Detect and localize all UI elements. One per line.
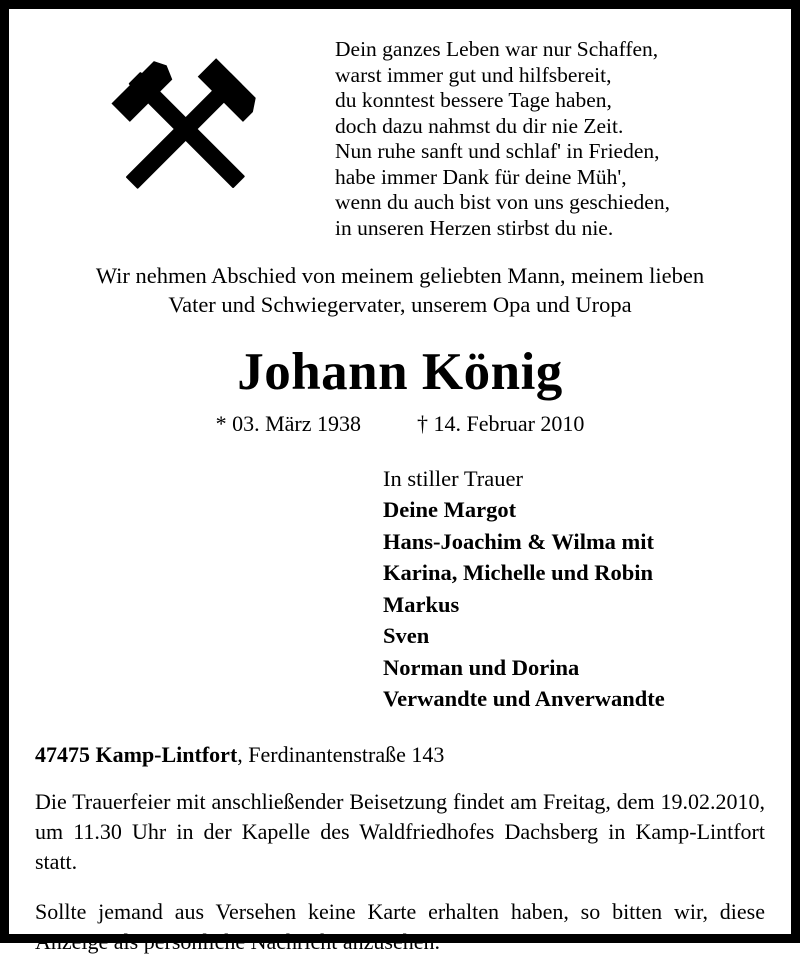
life-dates [35, 411, 765, 437]
death-date: † 14. Februar 2010 [417, 411, 585, 436]
poem-line: du konntest bessere Tage haben, [335, 88, 612, 112]
intro-line: Wir nehmen Abschied von meinem geliebten Mann, meinem lieben [95, 263, 705, 288]
poem-line: Nun ruhe sanft und schlaf' in Frieden, [335, 139, 660, 163]
poem-block [335, 31, 765, 241]
deceased-name: Johann König [237, 343, 563, 401]
header-row [35, 31, 765, 241]
emblem-container [35, 31, 335, 219]
address-line [35, 741, 765, 769]
notice-content [9, 9, 791, 954]
poem-line: Dein ganzes Leben war nur Schaffen, [335, 37, 659, 61]
poem-line: doch dazu nahmst du dir nie Zeit. [335, 113, 624, 138]
address-postal-city: 47475 Kamp-Lintfort [35, 741, 238, 767]
mourner-name: Verwandte und Anverwandte [383, 686, 665, 711]
mourner-name: Sven [383, 623, 430, 648]
intro-line: Vater und Schwiegervater, unserem Opa und Uropa [168, 292, 632, 317]
mourner-name: Karina, Michelle und Robin [383, 560, 654, 585]
mourner-name: Deine Margot [383, 497, 517, 522]
funeral-details-paragraph: Die Trauerfeier mit anschließender Beisetzung findet am Freitag, dem 19.02.2010, um 11.30 Uhr in der Kapelle des Waldfriedhofes Dachsberg in Kamp-Lintfort statt. [35, 788, 765, 874]
mourners-heading: In stiller Trauer [383, 466, 523, 491]
poem-line: habe immer Dank für deine Müh', [335, 164, 627, 189]
birth-date: * 03. März 1938 [215, 411, 361, 436]
crossed-hammer-and-mallet-icon [95, 39, 275, 219]
mourner-name: Hans-Joachim & Wilma mit [383, 528, 655, 554]
mourners-block [35, 463, 765, 715]
poem-line: in unseren Herzen stirbst du nie. [335, 215, 614, 240]
poem-line: warst immer gut und hilfsbereit, [335, 62, 612, 87]
mourner-name: Markus [383, 591, 460, 617]
intro-text [35, 261, 765, 319]
mourner-name: Norman und Dorina [383, 654, 580, 680]
poem-line: wenn du auch bist von uns geschieden, [335, 190, 670, 214]
closing-paragraph: Sollte jemand aus Versehen keine Karte erhalten haben, so bitten wir, diese Anzeige als persönliche Nachricht anzusehen. [35, 898, 765, 954]
address-street: , Ferdinantenstraße 143 [237, 741, 445, 767]
